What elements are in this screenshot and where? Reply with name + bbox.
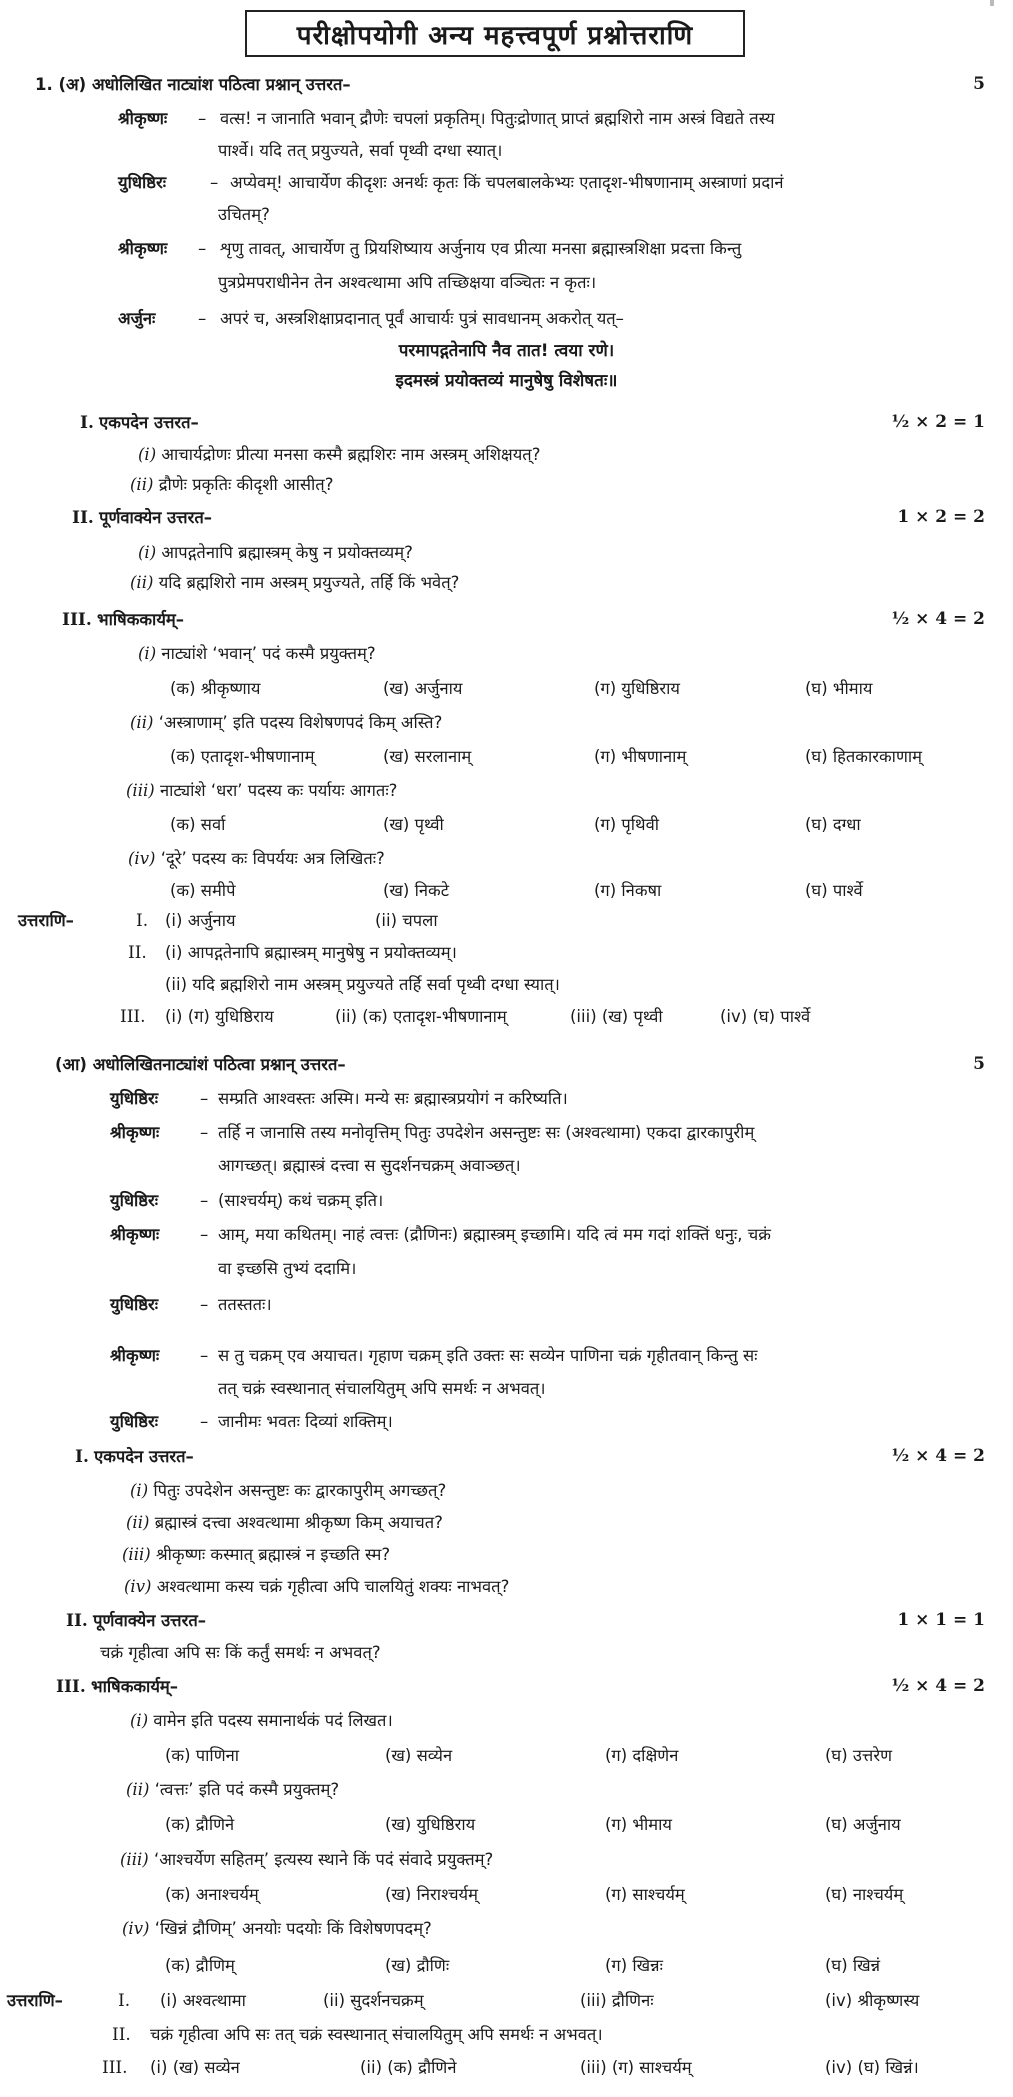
answer-item: (i) (ख) सव्येन	[150, 2058, 240, 2077]
option-ga[interactable]: (ग) युधिष्ठिराय	[594, 679, 680, 698]
item-number: (i)	[138, 445, 157, 464]
item-text: नाट्यांशे ‘भवान्’ पदं कस्मै प्रयुक्तम्?	[161, 644, 376, 663]
item-text: ‘आश्चर्येण सहितम्’ इत्यस्य स्थाने किं पदं संवादे प्रयुक्तम्?	[153, 1850, 494, 1869]
verse-line: इदमस्त्रं प्रयोक्तव्यं मानुषेषु विशेषतः॥	[395, 371, 618, 391]
answer-item: (ii) (क) द्रौणिने	[360, 2058, 457, 2077]
answer-item: (ii) चपला	[375, 911, 438, 930]
answers-label: उत्तराणि–	[18, 911, 74, 930]
option-kha[interactable]: (ख) निकटे	[383, 881, 450, 900]
answer-numeral: II.	[112, 2025, 131, 2045]
question-item	[130, 712, 442, 734]
dialogue-line: स तु चक्रम् एव अयाचत। गृहाण चक्रम् इति उक्तः सः सव्येन पाणिना चक्रं गृहीतवान् किन्तु सः	[218, 1346, 758, 1365]
question-item	[126, 1512, 443, 1534]
dash: –	[198, 239, 207, 258]
option-ga[interactable]: (ग) दक्षिणेन	[605, 1746, 679, 1765]
item-text: नाट्यांशे ‘धरा’ पदस्य कः पर्यायः आगतः?	[159, 781, 398, 800]
dash: –	[200, 1225, 209, 1244]
option-kha[interactable]: (ख) अर्जुनाय	[383, 679, 463, 698]
option-ka[interactable]: (क) समीपे	[170, 881, 236, 900]
option-kha[interactable]: (ख) सव्येन	[385, 1746, 453, 1765]
item-text: आपद्गतेनापि ब्रह्मास्त्रम् केषु न प्रयोक्तव्यम्?	[161, 543, 413, 562]
dash: –	[200, 1295, 209, 1314]
option-ga[interactable]: (ग) भीमाय	[605, 1815, 672, 1834]
item-text: ‘खिन्नं द्रौणिम्’ अनयोः पदयोः किं विशेषणपदम्?	[154, 1919, 432, 1938]
item-number: (ii)	[126, 1513, 150, 1532]
speaker-name: श्रीकृष्णः	[110, 1346, 160, 1365]
speaker-name: युधिष्ठिरः	[110, 1089, 159, 1108]
option-ga[interactable]: (ग) भीषणानाम्	[594, 747, 687, 766]
answer-item: (iii) (ख) पृथ्वी	[570, 1007, 663, 1026]
section-title: एकपदेन उत्तरत–	[99, 413, 199, 432]
dialogue-line: आम्, मया कथितम्। नाहं त्वत्तः (द्रौणिनः) ब्रह्मास्त्रम् इच्छामि। यदि त्वं मम गदां शक्तिं धनुः, चक्रं	[218, 1225, 771, 1244]
answer-item: (i) अश्वत्थामा	[160, 1991, 246, 2010]
section-numeral: II.	[66, 1611, 88, 1631]
item-number: (iii)	[120, 1850, 149, 1869]
section-numeral: I.	[80, 413, 94, 433]
option-kha[interactable]: (ख) द्रौणिः	[385, 1956, 450, 1975]
answer-item: (ii) सुदर्शनचक्रम्	[323, 1991, 424, 2010]
question-1a-header	[35, 74, 351, 96]
question-1a-marks: 5	[973, 74, 985, 94]
item-number: (i)	[130, 1711, 149, 1730]
item-text: ‘त्वत्तः’ इति पदं कस्मै प्रयुक्तम्?	[154, 1780, 340, 1799]
item-text: ‘अस्त्राणाम्’ इति पदस्य विशेषणपदं किम् अस्ति?	[158, 713, 443, 732]
dialogue-line: ततस्ततः।	[218, 1295, 272, 1314]
dash: –	[198, 309, 207, 328]
speaker-name: अर्जुनः	[118, 309, 156, 328]
dialogue-line: पुत्रप्रेमपराधीनेन तेन अश्वत्थामा अपि तच्छिक्षया वञ्चितः न कृतः।	[218, 273, 597, 292]
answer-numeral: II.	[128, 943, 147, 963]
dialogue-line: तर्हि न जानासि तस्य मनोवृत्तिम् पितुः उपदेशेन असन्तुष्टः सः (अश्वत्थामा) एकदा द्वारकापुरीम्	[218, 1123, 755, 1142]
answer-numeral: I.	[136, 911, 149, 931]
dash: –	[198, 109, 207, 128]
section-heading	[75, 1446, 194, 1468]
page-title	[245, 10, 745, 57]
option-gha[interactable]: (घ) हितकारकाणाम्	[805, 747, 923, 766]
question-1aa-marks: 5	[973, 1054, 985, 1074]
section-heading	[80, 412, 199, 434]
option-gha[interactable]: (घ) उत्तरेण	[825, 1746, 892, 1765]
dash: –	[200, 1089, 209, 1108]
option-ka[interactable]: (क) श्रीकृष्णाय	[170, 679, 261, 698]
answer-item: (i) आपद्गतेनापि ब्रह्मास्त्रम् मानुषेषु न प्रयोक्तव्यम्।	[165, 943, 457, 962]
speaker-name: युधिष्ठिरः	[110, 1191, 159, 1210]
section-heading	[72, 507, 212, 529]
option-kha[interactable]: (ख) निराश्चर्यम्	[385, 1885, 478, 1904]
item-number: (i)	[138, 644, 157, 663]
section-numeral: I.	[75, 1447, 89, 1467]
answer-item: चक्रं गृहीत्वा अपि सः तत् चक्रं स्वस्थानात् संचालयितुम् अपि समर्थः न अभवत्।	[150, 2025, 603, 2044]
question-label: (आ)	[55, 1055, 87, 1074]
option-ga[interactable]: (ग) पृथिवी	[594, 815, 660, 834]
item-number: (iii)	[126, 781, 155, 800]
question-item	[126, 1779, 339, 1801]
item-number: (iv)	[122, 1919, 150, 1938]
question-item	[130, 572, 459, 594]
section-numeral: III.	[62, 610, 92, 630]
section-marks: ½ × 2 = 1	[891, 412, 985, 432]
question-item	[128, 848, 385, 870]
dialogue-line: तत् चक्रं स्वस्थानात् संचालयितुम् अपि समर्थः न अभवत्।	[218, 1379, 546, 1398]
dash: –	[210, 173, 219, 192]
page-title-text: परीक्षोपयोगी अन्य महत्त्वपूर्ण प्रश्नोत्तराणि	[296, 20, 694, 51]
option-gha[interactable]: (घ) नाश्चर्यम्	[825, 1885, 904, 1904]
option-gha[interactable]: (घ) खिन्नं	[825, 1956, 881, 1975]
question-item	[138, 444, 540, 466]
answer-item: (iv) (घ) खिन्नं।	[825, 2058, 919, 2077]
item-number: (i)	[138, 543, 157, 562]
dialogue-line: (साश्चर्यम्) कथं चक्रम् इति।	[218, 1191, 384, 1210]
speaker-name: युधिष्ठिरः	[110, 1412, 159, 1431]
item-text: पितुः उपदेशेन असन्तुष्टः कः द्वारकापुरीम् अगच्छत्?	[153, 1481, 447, 1500]
question-instruction: अधोलिखितनाट्यांशं पठित्वा प्रश्नान् उत्तरत–	[92, 1055, 346, 1074]
option-ka[interactable]: (क) अनाश्चर्यम्	[165, 1885, 259, 1904]
item-text: श्रीकृष्णः कस्मात् ब्रह्मास्त्रं न इच्छति स्म?	[155, 1545, 391, 1564]
answer-item: (iv) (घ) पार्श्वे	[720, 1007, 811, 1026]
answer-item: (i) (ग) युधिष्ठिराय	[165, 1007, 274, 1026]
dialogue-line: जानीमः भवतः दिव्यां शक्तिम्।	[218, 1412, 393, 1431]
answers-label: उत्तराणि–	[7, 1991, 63, 2010]
option-ga[interactable]: (ग) निकषा	[594, 881, 662, 900]
item-text: ‘दूरे’ पदस्य कः विपर्ययः अत्र लिखितः?	[160, 849, 385, 868]
question-item: चक्रं गृहीत्वा अपि सः किं कर्तुं समर्थः न अभवत्?	[100, 1643, 381, 1662]
section-title: पूर्णवाक्येन उत्तरत–	[93, 1611, 206, 1630]
answer-item: (i) अर्जुनाय	[165, 911, 236, 930]
section-marks: 1 × 1 = 1	[897, 1610, 985, 1630]
question-1aa-header	[55, 1054, 346, 1076]
item-number: (ii)	[130, 713, 154, 732]
question-item	[130, 1710, 393, 1732]
section-marks: ½ × 4 = 2	[891, 609, 985, 629]
dash: –	[200, 1191, 209, 1210]
option-kha[interactable]: (ख) पृथ्वी	[383, 815, 444, 834]
item-text: ब्रह्मास्त्रं दत्त्वा अश्वत्थामा श्रीकृष्ण किम् अयाचत?	[154, 1513, 443, 1532]
item-number: (ii)	[130, 475, 154, 494]
question-item	[138, 542, 413, 564]
item-text: वामेन इति पदस्य समानार्थकं पदं लिखत।	[153, 1711, 393, 1730]
dialogue-line: अपरं च, अस्त्रशिक्षाप्रदानात् पूर्वं आचार्यः पुत्रं सावधानम् अकरोत् यत्–	[220, 309, 624, 328]
item-number: (iv)	[124, 1577, 152, 1596]
option-ka[interactable]: (क) पाणिना	[165, 1746, 240, 1765]
item-text: अश्वत्थामा कस्य चक्रं गृहीत्वा अपि चालयितुं शक्यः नाभवत्?	[156, 1577, 510, 1596]
answer-numeral: III.	[120, 1007, 146, 1027]
answer-item: (ii) (क) एतादृश-भीषणानाम्	[335, 1007, 507, 1026]
item-number: (i)	[130, 1481, 149, 1500]
speaker-name: श्रीकृष्णः	[110, 1225, 160, 1244]
option-ka[interactable]: (क) एतादृश-भीषणानाम्	[170, 747, 315, 766]
section-title: भाषिककार्यम्–	[91, 1677, 179, 1696]
question-label: (अ)	[58, 75, 87, 94]
question-item	[126, 780, 397, 802]
item-number: (ii)	[130, 573, 154, 592]
dialogue-line: सम्प्रति आश्वस्तः अस्मि। मन्ये सः ब्रह्मास्त्रप्रयोगं न करिष्यति।	[218, 1089, 568, 1108]
question-item	[122, 1918, 432, 1940]
section-heading	[56, 1676, 178, 1698]
answer-item: (iii) द्रौणिनः	[580, 1991, 654, 2010]
question-item	[124, 1576, 509, 1598]
answer-item: (iv) श्रीकृष्णस्य	[825, 1991, 920, 2010]
dash: –	[200, 1123, 209, 1142]
question-item	[130, 1480, 446, 1502]
verse-line: परमापद्गतेनापि नैव तात! त्वया रणे।	[398, 341, 615, 361]
item-number: (ii)	[126, 1780, 150, 1799]
answer-item: (ii) यदि ब्रह्मशिरो नाम अस्त्रम् प्रयुज्यते तर्हि सर्वा पृथ्वी दग्धा स्यात्।	[165, 975, 560, 994]
dialogue-line: वा इच्छसि तुभ्यं ददामि।	[218, 1259, 357, 1278]
dialogue-line: उचितम्?	[218, 205, 270, 224]
option-kha[interactable]: (ख) सरलानाम्	[383, 747, 472, 766]
item-number: (iv)	[128, 849, 156, 868]
section-marks: 1 × 2 = 2	[897, 507, 985, 527]
question-item	[122, 1544, 390, 1566]
speaker-name: श्रीकृष्णः	[118, 109, 168, 128]
section-heading	[62, 609, 184, 631]
option-gha[interactable]: (घ) पार्श्वे	[805, 881, 863, 900]
dialogue-line: शृणु तावत्, आचार्येण तु प्रियशिष्याय अर्जुनाय एव प्रीत्या मनसा ब्रह्मास्त्रशिक्षा प्रदत्ता किन्तु	[220, 239, 742, 258]
page-corner-mark	[990, 0, 994, 6]
section-title: एकपदेन उत्तरत–	[94, 1447, 194, 1466]
section-heading	[66, 1610, 206, 1632]
dialogue-line: पार्श्वे। यदि तत् प्रयुज्यते, सर्वा पृथ्वी दग्धा स्यात्।	[218, 141, 503, 160]
answer-numeral: III.	[102, 2058, 128, 2078]
item-text: द्रौणेः प्रकृतिः कीदृशी आसीत्?	[158, 475, 334, 494]
option-ga[interactable]: (ग) खिन्नः	[605, 1956, 663, 1975]
option-kha[interactable]: (ख) युधिष्ठिराय	[385, 1815, 476, 1834]
section-numeral: III.	[56, 1677, 86, 1697]
question-instruction: अधोलिखित नाट्यांश पठित्वा प्रश्नान् उत्तरत–	[91, 75, 351, 94]
answer-item: (iii) (ग) साश्चर्यम्	[580, 2058, 692, 2077]
question-item	[120, 1849, 493, 1871]
item-text: आचार्यद्रोणः प्रीत्या मनसा कस्मै ब्रह्मशिरः नाम अस्त्रम् अशिक्षयत्?	[161, 445, 541, 464]
question-item	[130, 474, 333, 496]
option-gha[interactable]: (घ) अर्जुनाय	[825, 1815, 901, 1834]
question-number: 1.	[35, 75, 53, 94]
option-gha[interactable]: (घ) दग्धा	[805, 815, 861, 834]
speaker-name: श्रीकृष्णः	[110, 1123, 160, 1142]
speaker-name: युधिष्ठिरः	[118, 173, 167, 192]
dash: –	[200, 1346, 209, 1365]
answer-numeral: I.	[118, 1991, 131, 2011]
speaker-name: युधिष्ठिरः	[110, 1295, 159, 1314]
question-item	[138, 643, 376, 665]
dialogue-line: आगच्छत्। ब्रह्मास्त्रं दत्त्वा स सुदर्शनचक्रम् अवाञ्छत्।	[218, 1156, 521, 1175]
dialogue-line: अप्येवम्! आचार्येण कीदृशः अनर्थः कृतः किं चपलबालकेभ्यः एतादृश-भीषणानाम् अस्त्राणां प्रदानं	[230, 173, 784, 192]
option-ka[interactable]: (क) द्रौणिम्	[165, 1956, 235, 1975]
item-number: (iii)	[122, 1545, 151, 1564]
section-title: पूर्णवाक्येन उत्तरत–	[99, 508, 212, 527]
option-gha[interactable]: (घ) भीमाय	[805, 679, 873, 698]
option-ka[interactable]: (क) सर्वा	[170, 815, 226, 834]
option-ga[interactable]: (ग) साश्चर्यम्	[605, 1885, 685, 1904]
section-marks: ½ × 4 = 2	[891, 1446, 985, 1466]
dash: –	[200, 1412, 209, 1431]
speaker-name: श्रीकृष्णः	[118, 239, 168, 258]
section-numeral: II.	[72, 508, 94, 528]
dialogue-line: वत्स! न जानाति भवान् द्रौणेः चपलां प्रकृतिम्। पितुःद्रोणात् प्राप्तं ब्रह्मशिरो नाम अस्त्रं विद्यते तस्य	[220, 109, 775, 128]
option-ka[interactable]: (क) द्रौणिने	[165, 1815, 235, 1834]
section-marks: ½ × 4 = 2	[891, 1676, 985, 1696]
section-title: भाषिककार्यम्–	[97, 610, 185, 629]
item-text: यदि ब्रह्मशिरो नाम अस्त्रम् प्रयुज्यते, तर्हि किं भवेत्?	[158, 573, 460, 592]
